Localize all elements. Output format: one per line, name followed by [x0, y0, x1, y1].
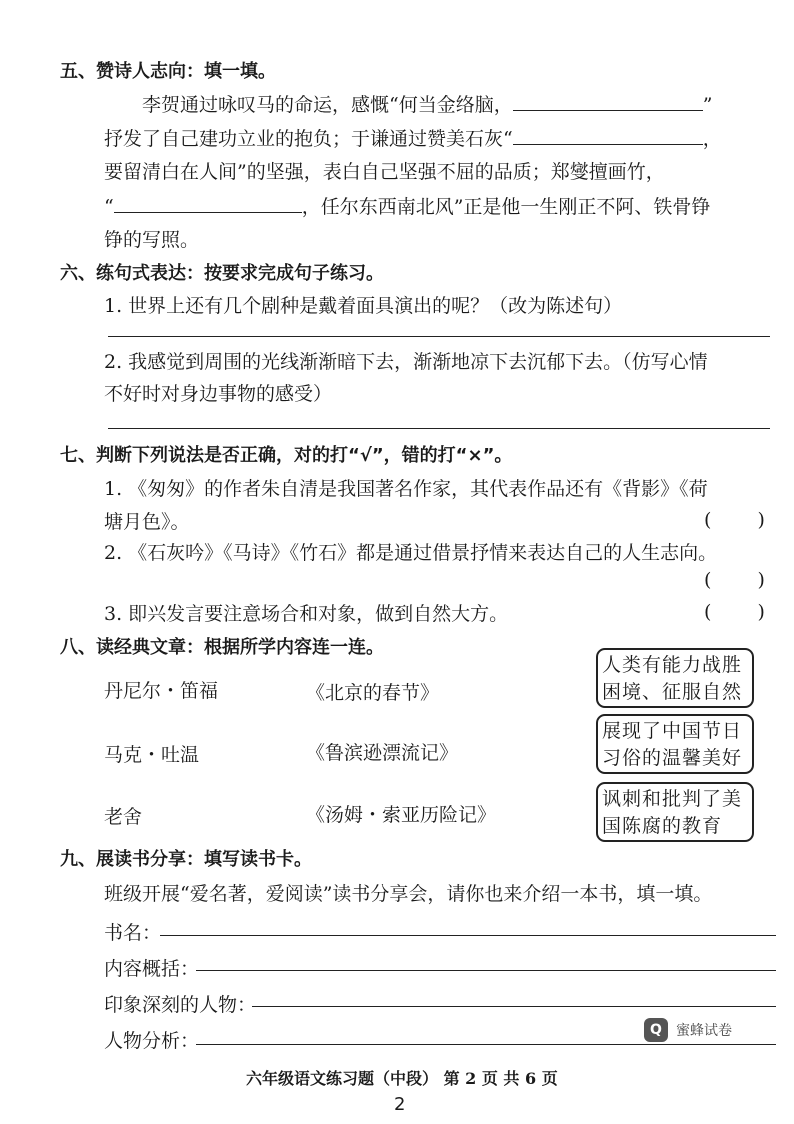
- section-5-heading: 五、赞诗人志向：填一填。: [60, 61, 276, 82]
- watermark: [644, 1018, 732, 1042]
- match-author-3[interactable]: 老舍: [104, 806, 143, 828]
- answer-line-6-2[interactable]: [108, 428, 770, 429]
- field-line-book-name[interactable]: [160, 935, 776, 936]
- watermark-text: 蜜蜂试卷: [676, 1023, 732, 1039]
- poem-blank-2[interactable]: [513, 126, 703, 145]
- section-6-heading: 六、练句式表达：按要求完成句子练习。: [60, 263, 384, 284]
- section-7-q1-line-1: 1. 《匆匆》的作者朱自清是我国著名作家，其代表作品还有《背影》《荷: [104, 478, 708, 500]
- section-5-line-3: 要留清白在人间”的坚强，表白自己坚强不屈的品质；郑燮擅画竹，: [104, 161, 665, 183]
- match-book-2[interactable]: 《鲁滨逊漂流记》: [306, 742, 459, 764]
- section-6-q2-line-1: 2. 我感觉到周围的光线渐渐暗下去，渐渐地凉下去沉郁下去。（仿写心情: [104, 351, 708, 373]
- section-7-q3: 3. 即兴发言要注意场合和对象，做到自然大方。: [104, 603, 509, 625]
- section-8-heading: 八、读经典文章：根据所学内容连一连。: [60, 637, 384, 658]
- match-author-2[interactable]: 马克・吐温: [104, 744, 200, 766]
- match-theme-box-2[interactable]: [596, 714, 754, 774]
- section-5-line-2: 抒发了自己建功立业的抱负；于谦通过赞美石灰“ ，: [104, 128, 722, 150]
- section-5-line-4: “ ，任尔东西南北风”正是他一生刚正不阿、铁骨铮: [104, 196, 711, 218]
- field-label-summary: 内容概括：: [104, 958, 200, 980]
- match-book-3[interactable]: 《汤姆・索亚历险记》: [306, 804, 497, 826]
- theme-1-line-2: 困境、征服自然: [602, 681, 743, 703]
- section-6-q2-line-2: 不好时对身边事物的感受）: [104, 383, 333, 405]
- section-7-q2: 2. 《石灰吟》《马诗》《竹石》都是通过借景抒情来表达自己的人生志向。: [104, 542, 718, 564]
- poem-blank-1[interactable]: [513, 92, 703, 111]
- section-6-q1: 1. 世界上还有几个剧种是戴着面具演出的呢？（改为陈述句）: [104, 295, 623, 317]
- section-9-intro: 班级开展“爱名著，爱阅读”读书分享会，请你也来介绍一本书，填一填。: [104, 883, 713, 905]
- section-7-q1-line-2: 塘月色》。: [104, 511, 190, 533]
- poem-blank-3[interactable]: [114, 194, 302, 213]
- match-theme-box-1[interactable]: [596, 648, 754, 708]
- field-label-analysis: 人物分析：: [104, 1030, 200, 1052]
- theme-3-line-1: 讽刺和批判了美: [602, 788, 743, 810]
- answer-line-6-1[interactable]: [108, 336, 770, 337]
- page-footer: 六年级语文练习题（中段） 第 2 页 共 6 页: [246, 1069, 558, 1088]
- section-9-heading: 九、展读书分享：填写读书卡。: [60, 849, 312, 870]
- answer-paren-2[interactable]: ( ): [704, 569, 785, 591]
- match-theme-box-3[interactable]: [596, 782, 754, 842]
- match-book-1[interactable]: 《北京的春节》: [306, 682, 440, 704]
- field-line-character[interactable]: [252, 1006, 776, 1007]
- theme-2-line-2: 习俗的温馨美好: [602, 747, 743, 769]
- answer-paren-1[interactable]: ( ): [704, 509, 785, 531]
- answer-paren-3[interactable]: ( ): [704, 601, 785, 623]
- theme-3-line-2: 国陈腐的教育: [602, 815, 723, 837]
- theme-1-line-1: 人类有能力战胜: [602, 654, 743, 676]
- field-label-character: 印象深刻的人物：: [104, 994, 257, 1016]
- field-line-summary[interactable]: [196, 970, 776, 971]
- section-7-heading: 七、判断下列说法是否正确，对的打“√”，错的打“×”。: [60, 445, 513, 466]
- section-5-line-1: 李贺通过咏叹马的命运，感慨“何当金络脑， ”: [142, 94, 713, 116]
- field-label-book-name: 书名：: [104, 922, 162, 944]
- section-5-line-5: 铮的写照。: [104, 229, 200, 251]
- field-line-analysis[interactable]: [196, 1044, 776, 1045]
- page-number: 2: [394, 1094, 406, 1115]
- match-author-1[interactable]: 丹尼尔・笛福: [104, 680, 219, 702]
- theme-2-line-1: 展现了中国节日: [602, 720, 743, 742]
- search-icon: Q: [644, 1018, 668, 1042]
